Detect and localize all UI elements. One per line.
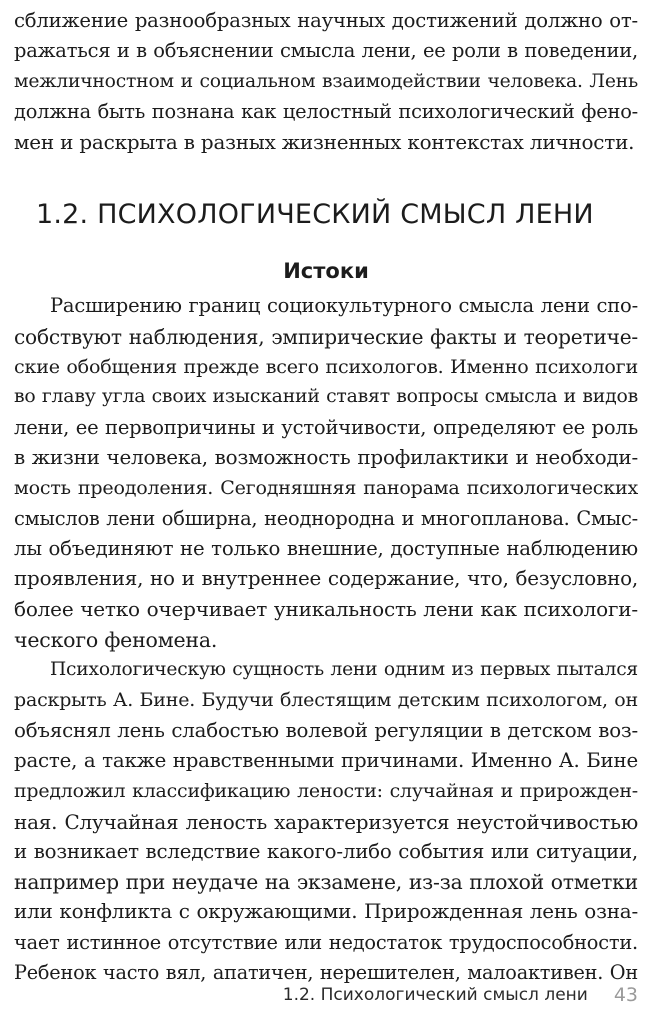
text-line: смыслов лени обширна, неоднородна и многопланова. Смыс- [14,506,638,530]
text-line: мость преодоления. Сегодняшняя панорама психологических [14,477,638,500]
text-line: или конфликта с окружающими. Прирожденная лень озна- [14,900,638,924]
text-line: чает истинное отсутствие или недостаток трудоспособности. [14,930,638,954]
page-footer [0,984,638,1010]
text-line: Психологическую сущность лени одним из первых пытался [50,659,638,681]
text-line: межличностном и социальном взаимодействии человека. Лень [14,70,638,92]
text-line: проявления, но и внутреннее содержание, что, безусловно, [14,567,638,591]
text-line: лени, ее первопричины и устойчивости, определяют ее роль [14,415,638,439]
page-number: 43 [613,984,638,1006]
text-line: ские обобщения прежде всего психологов. Именно психологи [14,356,638,379]
text-line: лы объединяют не только внешние, доступные наблюдению [14,536,638,560]
page-content [14,6,638,988]
text-line: ная. Случайная леность характеризуется неустойчивостью [14,809,638,834]
text-line: в жизни человека, возможность профилактики и необходи- [14,445,638,469]
text-line: например при неудаче на экзамене, из-за плохой отметки [14,870,638,895]
text-line: мен и раскрыта в разных жизненных контекстах личности. [14,130,635,155]
paragraph-1 [14,291,638,655]
text-line: расте, а также нравственными причинами. Именно А. Бине [14,748,638,772]
text-line: предложил классификацию лености: случайная и прирожден- [14,780,638,803]
text-line: более четко очерчивает уникальность лени как психологи- [14,597,638,622]
text-line: должна быть познана как целостный психологический фено- [14,99,638,123]
section-heading: 1.2. ПСИХОЛОГИЧЕСКИЙ СМЫСЛ ЛЕНИ [36,199,594,231]
intro-paragraph [14,6,638,157]
text-line: Расширению границ социокультурного смысла лени спо- [50,294,638,318]
text-line: Ребенок часто вял, апатичен, нерешителен, малоактивен. Он [14,961,638,985]
subheading: Истоки [283,259,369,284]
text-line: собствуют наблюдения, эмпирические факты и теоретиче- [14,324,638,349]
text-line: во главу угла своих изысканий ставят вопросы смысла и видов [14,386,638,408]
paragraph-2 [14,655,638,988]
text-line: объяснял лень слабостью волевой регуляции в детском воз- [14,718,638,742]
running-title: 1.2. Психологический смысл лени [282,985,588,1005]
text-line: ческого феномена. [14,627,218,652]
text-line: и возникает вследствие какого-либо события или ситуации, [14,839,638,863]
text-line: раскрыть А. Бине. Будучи блестящим детским психологом, он [14,689,638,712]
text-line: сближение разнообразных научных достижений должно от- [14,9,638,32]
text-line: ражаться и в объяснении смысла лени, ее роли в поведении, [14,39,638,63]
